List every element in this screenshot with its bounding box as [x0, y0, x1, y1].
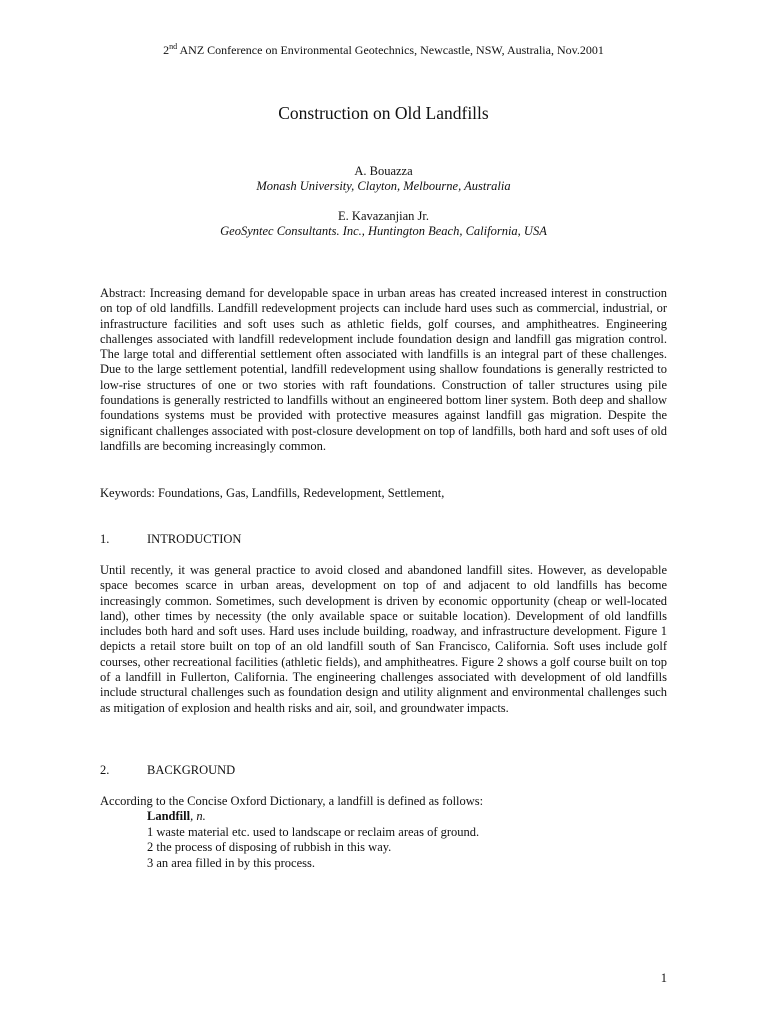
definition-sense: 1 waste material etc. used to landscape or reclaim areas of ground. — [147, 825, 480, 839]
section-title: BACKGROUND — [147, 763, 236, 777]
section-number: 2. — [100, 763, 110, 777]
author-name: A. Bouazza — [354, 164, 413, 178]
header-ordinal: 2 — [163, 43, 170, 57]
section-body: Until recently, it was general practice to avoid closed and abandoned landfill sites. However, as developable space becomes scarce in urban areas, development on top of and adjacent to old landfills has become increasingly common. Sometimes, such development is driven by economic opportunity (cheap or well-located land), other times by necessity (the only available space or suitable location). Development of old landfills includes both hard and soft uses. Hard uses include building, roadway, and infrastructure development. Figure 1 depicts a retail store built on top of an old landfill south of San Francisco, California. Soft uses include golf courses, other recreational facilities (athletic fields), and amphitheatres. Figure 2 shows a golf course built on top of a landfill in Fullerton, California. The engineering challenges associated with development of old landfills include structural challenges such as foundation design and utility alignment and environmental challenges such as mitigation of explosion and health risks and air, soil, and groundwater impacts. — [100, 563, 667, 715]
definition-term — [147, 809, 206, 824]
header-ordinal-suffix: nd — [169, 42, 178, 51]
author-affiliation: Monash University, Clayton, Melbourne, Australia — [256, 179, 511, 193]
page-number: 1 — [660, 971, 667, 985]
header-text: ANZ Conference on Environmental Geotechnics, Newcastle, NSW, Australia, Nov.2001 — [177, 43, 604, 57]
definition-word: Landfill — [147, 809, 191, 823]
paper-title: Construction on Old Landfills — [278, 103, 489, 123]
author-affiliation: GeoSyntec Consultants. Inc., Huntington Beach, California, USA — [220, 224, 547, 238]
section-heading — [100, 763, 235, 778]
section-body: According to the Concise Oxford Dictionary, a landfill is defined as follows: — [100, 794, 484, 808]
section-heading — [100, 532, 241, 547]
section-number: 1. — [100, 532, 110, 546]
keywords: Keywords: Foundations, Gas, Landfills, Redevelopment, Settlement, — [100, 486, 445, 500]
section-title: INTRODUCTION — [147, 532, 242, 546]
definition-sense: 2 the process of disposing of rubbish in this way. — [147, 840, 392, 854]
definition-sense: 3 an area filled in by this process. — [147, 856, 316, 870]
running-header — [100, 42, 667, 58]
author-name: E. Kavazanjian Jr. — [338, 209, 429, 223]
abstract: Abstract: Increasing demand for developable space in urban areas has created increased interest in construction on top of old landfills. Landfill redevelopment projects can include hard uses such as commercial, industrial, or infrastructure facilities and soft uses such as athletic fields, golf courses, and amphitheatres. Engineering challenges associated with landfill redevelopment include foundation design and landfill gas migration control. The large total and differential settlement often associated with landfills is an integral part of these challenges. Due to the large settlement potential, landfill redevelopment using shallow foundations is generally restricted to low-rise structures of one or two stories with raft foundations. Construction of taller structures using pile foundations is generally restricted to landfills without an engineered bottom liner system. Both deep and shallow foundations systems must be provided with protective measures against landfill gas migration. Despite the significant challenges associated with post-closure development on top of landfills, both hard and soft uses of old landfills are becoming increasingly common. — [100, 286, 667, 453]
definition-pos: , n. — [190, 809, 206, 823]
